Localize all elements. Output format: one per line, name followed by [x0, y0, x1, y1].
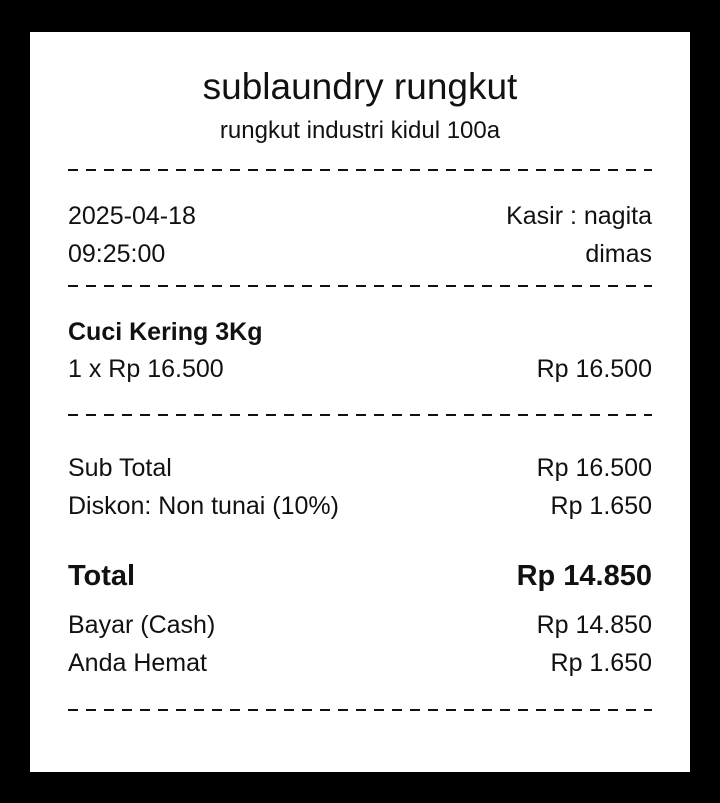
item-qty-price: 1 x Rp 16.500	[68, 355, 224, 383]
receipt-content	[68, 32, 652, 772]
paid-row	[68, 610, 652, 640]
date-cashier-row	[68, 201, 652, 231]
divider	[68, 709, 652, 711]
item-price-row	[68, 354, 652, 384]
subtotal-row	[68, 453, 652, 483]
item-name-row	[68, 317, 652, 347]
cashier-label: Kasir : nagita	[506, 202, 652, 230]
total-value: Rp 14.850	[516, 560, 652, 592]
discount-row	[68, 491, 652, 521]
total-row	[68, 561, 652, 591]
transaction-time: 09:25:00	[68, 240, 166, 268]
receipt	[30, 32, 690, 772]
receipt-torn-edge-bottom	[30, 766, 690, 780]
cashier-name-continued: dimas	[585, 240, 652, 268]
subtotal-label: Sub Total	[68, 454, 172, 482]
discount-value: Rp 1.650	[550, 492, 652, 520]
saved-row	[68, 648, 652, 678]
store-name: sublaundry rungkut	[202, 66, 518, 107]
store-address: rungkut industri kidul 100a	[219, 117, 501, 144]
item-amount: Rp 16.500	[536, 355, 652, 383]
divider	[68, 169, 652, 171]
transaction-date: 2025-04-18	[68, 202, 196, 230]
paid-label: Bayar (Cash)	[68, 611, 216, 639]
subtotal-value: Rp 16.500	[536, 454, 652, 482]
total-label: Total	[68, 560, 136, 592]
paid-value: Rp 14.850	[536, 611, 652, 639]
discount-label: Diskon: Non tunai (10%)	[68, 492, 339, 520]
saved-label: Anda Hemat	[68, 649, 207, 677]
item-name: Cuci Kering 3Kg	[68, 318, 263, 346]
saved-value: Rp 1.650	[550, 649, 652, 677]
divider	[68, 285, 652, 287]
divider	[68, 414, 652, 416]
time-cashier-row	[68, 239, 652, 269]
